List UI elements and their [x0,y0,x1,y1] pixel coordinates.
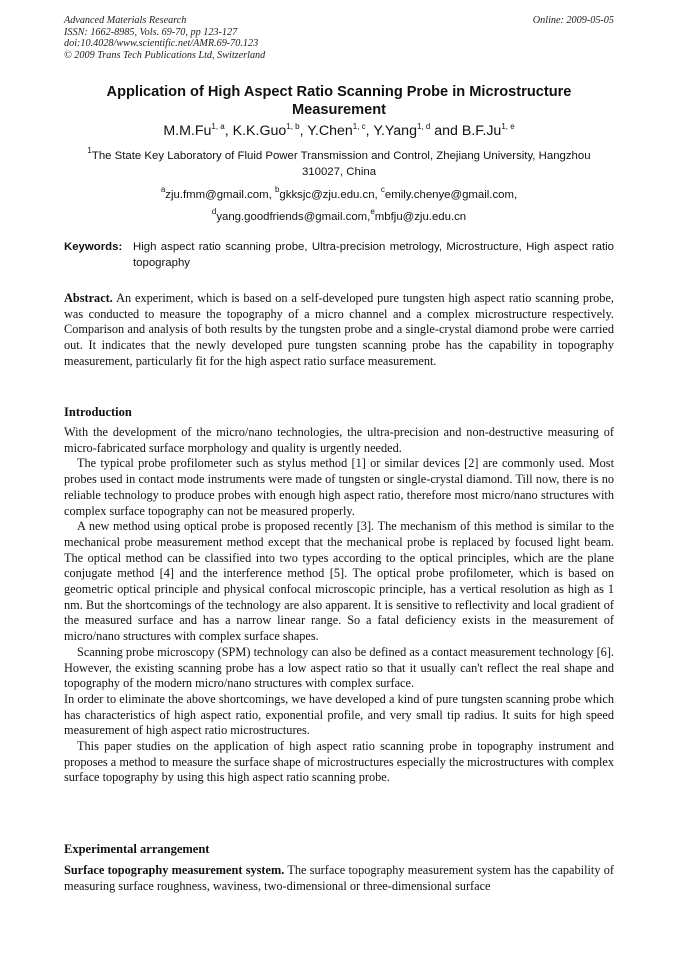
online-date: Online: 2009-05-05 [532,15,614,26]
affiliation-superscript: 1 [87,146,92,155]
email-superscript: c [380,185,385,194]
journal-header [64,15,265,61]
issn-line: ISSN: 1662-8985, Vols. 69-70, pp 123-127 [64,26,238,38]
paper-title: Application of High Aspect Ratio Scanning Probe in Microstructure Measurement [106,84,572,118]
author-separator: , [365,123,374,139]
author-superscript: 1, b [286,122,300,131]
experimental-heading: Experimental arrangement [64,842,210,856]
author-superscript: 1, c [352,122,366,131]
paragraph: This paper studies on the application of high aspect ratio scanning probe in topography instrument and proposes a method to measure the surface shape of microstructures especially the microstructures with complex surface topography by using this high aspect ratio scanning probe. [64,739,614,785]
email-e: mbfju@zju.edu.cn [374,211,467,223]
paragraph: A new method using optical probe is proposed recently [3]. The mechanism of this method is similar to the mechanical probe measurement method except that the mechanical probe is replaced by focused light beam. The optical method can be classified into two types according to the optical principles, which are the plane conjugate method [4] and the interference method [5]. The optical probe profilometer, which is based on geometric optical principle and physical confocal microscopic principle, has a vertical resolution as high as 1 nm. But the shortcomings of the technology are also apparent. It is sensitive to reflectivity and local gradient of the measured surface and has a narrow linear range. So a fatal deficiency exists in the measurement of micro/nano structures with complex surface shapes. [64,519,614,644]
author-name: K.K.Guo [232,123,287,139]
email-list [64,184,614,228]
author-list [64,122,614,140]
abstract-label: Abstract. [64,291,113,305]
email-superscript: e [370,207,375,216]
paragraph: With the development of the micro/nano technologies, the ultra-precision and non-destructive measuring of micro-fabricated surface morphology and quality is urgently needed. [64,425,614,455]
abstract [64,291,614,370]
author-superscript: 1, e [501,122,515,131]
copyright-line: © 2009 Trans Tech Publications Ltd, Switzerland [64,49,266,61]
email-superscript: b [274,185,280,194]
email-superscript: a [160,185,166,194]
paragraph: The typical probe profilometer such as stylus method [1] or similar devices [2] are commonly used. Most probes used in contact mode instruments were made of tungsten or single-crystal diamond. Till now, there is no reliable technology to produce probes with enough high aspect ratio, therefore most micro/nano structures with complex surface topography can not be measured properly. [64,456,614,518]
email-b: gkksjc@zju.edu.cn, [279,189,381,201]
experimental-body [64,863,614,894]
email-a: zju.fmm@gmail.com, [165,189,275,201]
author-separator: and [430,123,462,139]
author-name: Y.Yang [373,123,417,139]
keywords-block [64,240,614,271]
journal-name: Advanced Materials Research [64,15,187,26]
author-superscript: 1, a [211,122,225,131]
email-line-2 [64,206,614,228]
affiliation-text: The State Key Laboratory of Fluid Power Transmission and Control, Zhejiang University, Hangzhou 310027, China [91,150,591,178]
paragraph: Scanning probe microscopy (SPM) technology can also be defined as a contact measurement technology [6]. However, the existing scanning probe has a low aspect ratio so that it usually can't reflect the real shape and topography of the modern micro/nano structures with complex surface. [64,644,614,691]
paragraph: In order to eliminate the above shortcomings, we have developed a kind of pure tungsten scanning probe which has characteristics of high aspect ratio, exponential profile, and very small tip radius. It suits for high speed measurement of high aspect ratio microstructures. [64,691,614,738]
affiliation [80,146,598,180]
email-superscript: d [211,207,217,216]
author-name: Y.Chen [307,123,353,139]
abstract-text: An experiment, which is based on a self-developed pure tungsten high aspect ratio scanning probe, was conducted to measure the topography of a micro channel and a complex microstructure respectively. Comparison and analysis of both results by the tungsten probe and a single-crystal diamond probe were carried out. It indicates that the newly developed pure tungsten scanning probe has the capability in topography measurement, particularly fit for the high aspect ratio surface measurement. [64,291,614,368]
author-separator: , [299,123,308,139]
author-superscript: 1, d [416,122,431,131]
introduction-heading: Introduction [64,405,132,419]
doi-line: doi:10.4028/www.scientific.net/AMR.69-70.123 [64,38,259,50]
introduction-body [64,425,614,786]
author-name: M.M.Fu [163,123,212,139]
author-name: B.F.Ju [461,123,502,139]
email-c: emily.chenye@gmail.com, [384,189,518,201]
subsection-label: Surface topography measurement system. [64,863,285,877]
subsection-text: The surface topography measurement system has the capability of measuring surface roughness, waviness, two-dimensional or three-dimensional surface [64,863,614,893]
author-separator: , [224,123,233,139]
keywords-label: Keywords: [64,241,123,253]
email-line-1 [64,184,614,206]
email-d: yang.goodfriends@gmail.com, [216,211,371,223]
keywords-text: High aspect ratio scanning probe, Ultra-precision metrology, Microstructure, High aspect ratio topography [133,241,614,269]
